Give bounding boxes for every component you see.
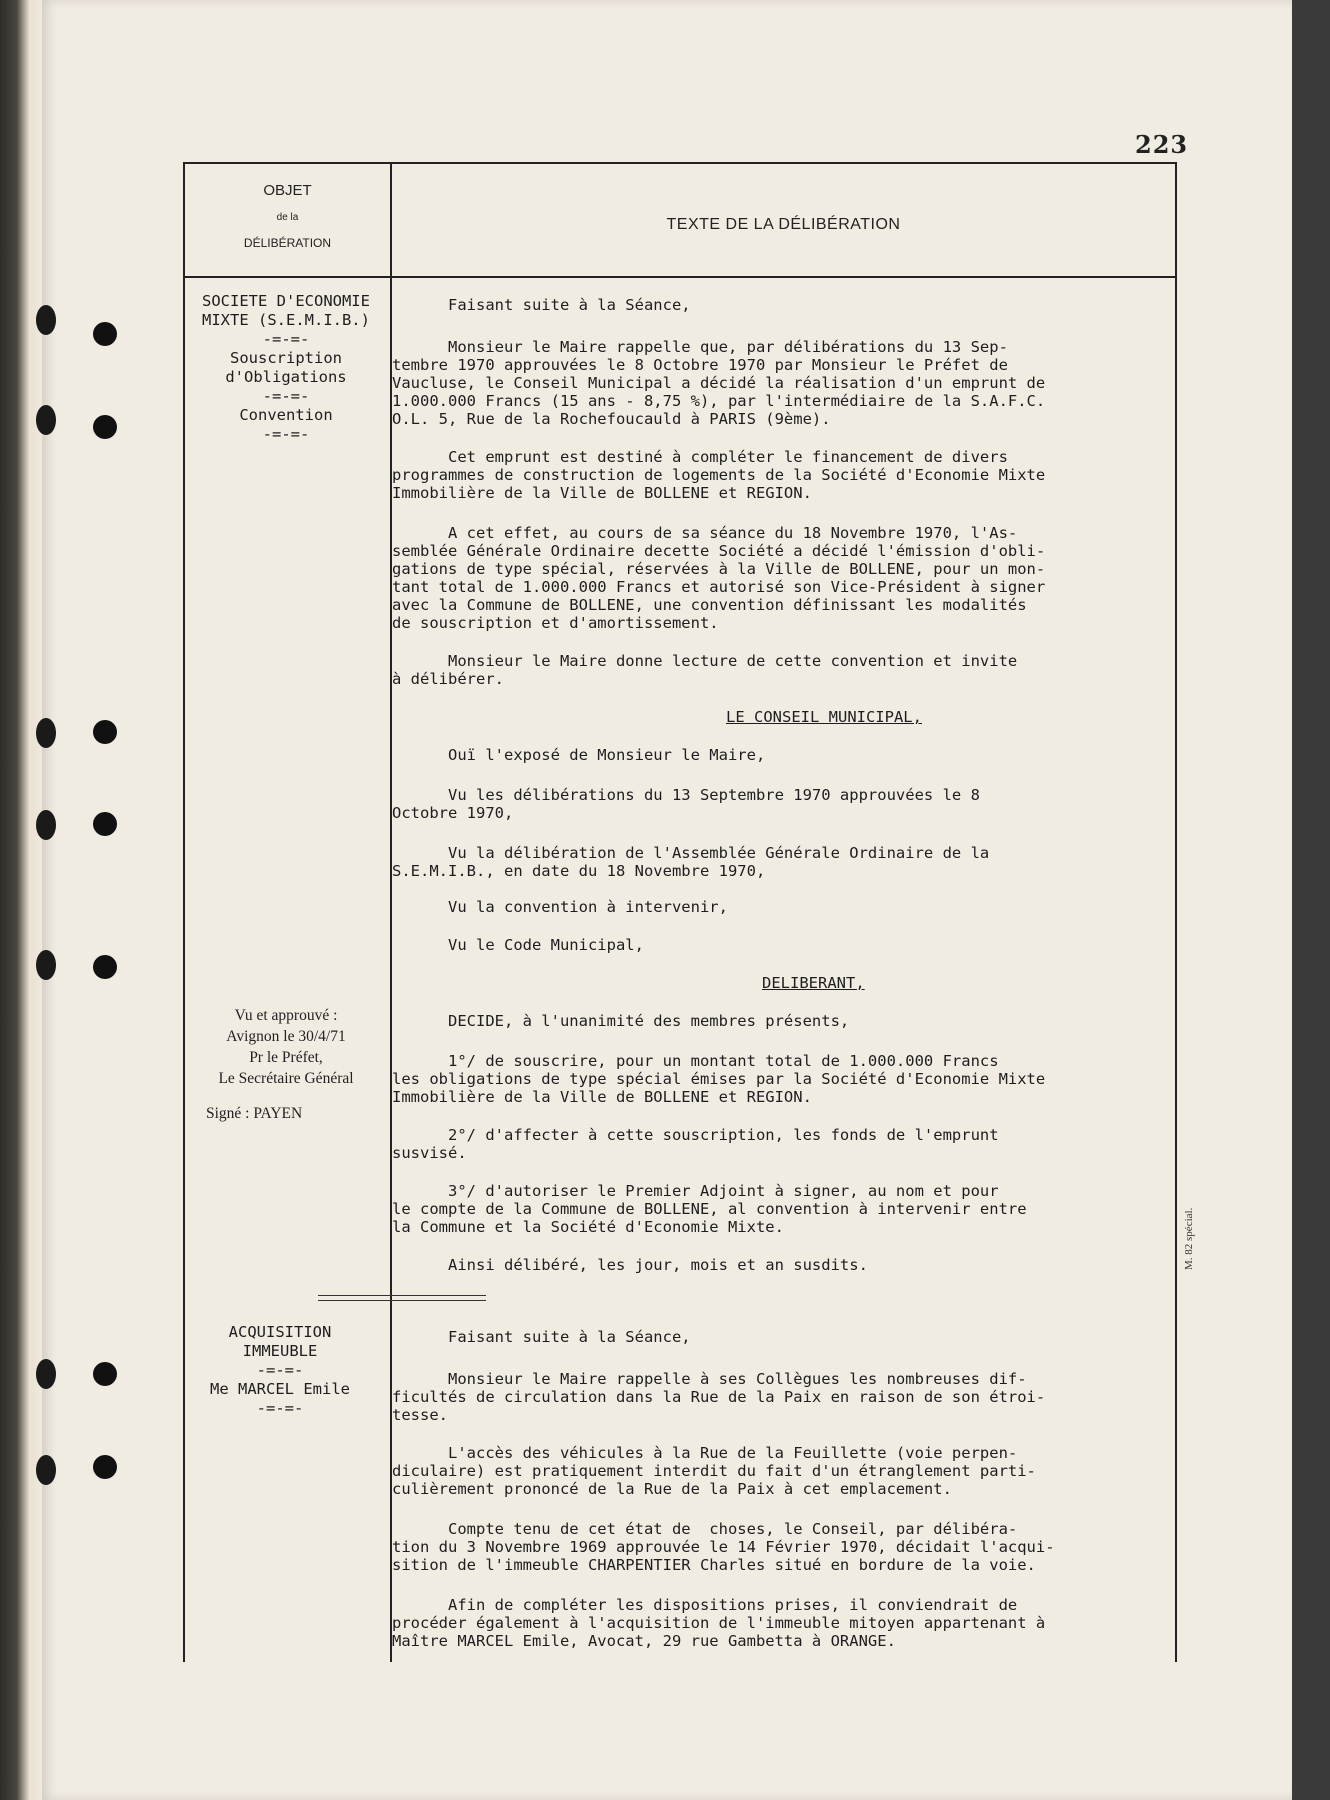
- binder-ring: [36, 718, 56, 748]
- body-line: de souscription et d'amortissement.: [392, 614, 719, 632]
- margin-line: SOCIETE D'ECONOMIE: [202, 292, 370, 310]
- body-line: Monsieur le Maire rappelle à ses Collègues les nombreuses dif-: [392, 1370, 1027, 1388]
- margin-subject-2: [180, 1323, 380, 1418]
- body-line: 1°/ de souscrire, pour un montant total de 1.000.000 Francs: [392, 1052, 999, 1070]
- body-line: ficultés de circulation dans la Rue de la Paix en raison de son étroi-: [392, 1388, 1046, 1406]
- approval-line: Le Secrétaire Général: [218, 1070, 354, 1087]
- body-line: programmes de construction de logements de la Société d'Economie Mixte: [392, 466, 1046, 484]
- body-line: 3°/ d'autoriser le Premier Adjoint à signer, au nom et pour: [392, 1182, 999, 1200]
- body-line: Vaucluse, le Conseil Municipal a décidé la réalisation d'un emprunt de: [392, 374, 1046, 392]
- body-line: Immobilière de la Ville de BOLLENE et REGION.: [392, 484, 812, 502]
- body-line: Octobre 1970,: [392, 804, 514, 822]
- section-divider: [318, 1295, 486, 1301]
- body-line: Compte tenu de cet état de choses, le Conseil, par délibéra-: [392, 1520, 1018, 1538]
- body-line: Vu les délibérations du 13 Septembre 1970 approuvées le 8: [392, 786, 980, 804]
- body-line: O.L. 5, Rue de la Rochefoucauld à PARIS (9ème).: [392, 410, 831, 428]
- margin-separator: -=-=-: [262, 425, 310, 443]
- body-line: Faisant suite à la Séance,: [392, 296, 691, 314]
- header-texte: TEXTE DE LA DÉLIBÉRATION: [666, 216, 901, 233]
- margin-separator: -=-=-: [262, 387, 310, 405]
- binder-ring: [36, 810, 56, 840]
- body-line: tant total de 1.000.000 Francs et autorisé son Vice-Président à signer: [392, 578, 1046, 596]
- binder-ring: [36, 1359, 56, 1389]
- page-number: 223: [1135, 130, 1189, 159]
- header-objet: [185, 164, 390, 276]
- body-line: tesse.: [392, 1406, 448, 1424]
- body-line: les obligations de type spécial émises par la Société d'Economie Mixte: [392, 1070, 1046, 1088]
- margin-line: ACQUISITION: [228, 1323, 332, 1341]
- body-line: Monsieur le Maire rappelle que, par délibérations du 13 Sep-: [392, 338, 1008, 356]
- margin-line: d'Obligations: [225, 368, 347, 386]
- heading-deliberant: DELIBERANT,: [762, 974, 865, 992]
- binding-edge: [0, 0, 42, 1800]
- approval-note: [186, 1005, 386, 1124]
- body-line: la Commune et la Société d'Economie Mixte.: [392, 1218, 784, 1236]
- heading-conseil: LE CONSEIL MUNICIPAL,: [726, 708, 922, 726]
- margin-line: IMMEUBLE: [242, 1342, 318, 1360]
- margin-line: Souscription: [230, 349, 342, 367]
- body-line: culièrement prononcé de la Rue de la Paix à cet emplacement.: [392, 1480, 952, 1498]
- punch-hole: [93, 415, 117, 439]
- margin-separator: -=-=-: [256, 1361, 304, 1379]
- punch-hole: [93, 322, 117, 346]
- approval-signature: Signé : PAYEN: [206, 1105, 303, 1122]
- punch-hole: [93, 812, 117, 836]
- body-line: Maître MARCEL Emile, Avocat, 29 rue Gambetta à ORANGE.: [392, 1632, 896, 1650]
- body-line: Vu la convention à intervenir,: [392, 898, 728, 916]
- margin-line: Convention: [239, 406, 333, 424]
- body-line: le compte de la Commune de BOLLENE, al convention à intervenir entre: [392, 1200, 1027, 1218]
- body-line: susvisé.: [392, 1144, 467, 1162]
- body-line: gations de type spécial, réservées à la Ville de BOLLENE, pour un mon-: [392, 560, 1046, 578]
- body-line: diculaire) est pratiquement interdit du fait d'un étranglement parti-: [392, 1462, 1036, 1480]
- body-line: tion du 3 Novembre 1969 approuvée le 14 Février 1970, décidait l'acqui-: [392, 1538, 1055, 1556]
- body-line: L'accès des véhicules à la Rue de la Feuillette (voie perpen-: [392, 1444, 1018, 1462]
- printer-mark: M. 82 spécial.: [1183, 1207, 1195, 1270]
- body-line: 2°/ d'affecter à cette souscription, les fonds de l'emprunt: [392, 1126, 999, 1144]
- body-line: Vu la délibération de l'Assemblée Générale Ordinaire de la: [392, 844, 990, 862]
- approval-line: Pr le Préfet,: [249, 1049, 323, 1066]
- body-line: Monsieur le Maire donne lecture de cette convention et invite: [392, 652, 1018, 670]
- body-line: semblée Générale Ordinaire decette Société a décidé l'émission d'obli-: [392, 542, 1046, 560]
- binder-ring: [36, 1455, 56, 1485]
- punch-hole: [93, 1362, 117, 1386]
- body-line: avec la Commune de BOLLENE, une convention définissant les modalités: [392, 596, 1027, 614]
- margin-line: MIXTE (S.E.M.I.B.): [202, 311, 370, 329]
- approval-line: Avignon le 30/4/71: [226, 1028, 346, 1045]
- body-line: Vu le Code Municipal,: [392, 936, 644, 954]
- margin-separator: -=-=-: [262, 330, 310, 348]
- body-line: Afin de compléter les dispositions prises, il conviendrait de: [392, 1596, 1018, 1614]
- body-line: procéder également à l'acquisition de l'immeuble mitoyen appartenant à: [392, 1614, 1046, 1632]
- body-line: Immobilière de la Ville de BOLLENE et REGION.: [392, 1088, 812, 1106]
- body-line: DECIDE, à l'unanimité des membres présents,: [392, 1012, 850, 1030]
- header-divider: [185, 276, 1175, 278]
- margin-line: Me MARCEL Emile: [210, 1380, 350, 1398]
- margin-subject-1: [186, 292, 386, 444]
- body-line: A cet effet, au cours de sa séance du 18 Novembre 1970, l'As-: [392, 524, 1018, 542]
- binder-ring: [36, 950, 56, 980]
- margin-separator: -=-=-: [256, 1399, 304, 1417]
- header-objet-line1: OBJET: [263, 182, 312, 199]
- body-line: Ainsi délibéré, les jour, mois et an susdits.: [392, 1256, 868, 1274]
- body-line: 1.000.000 Francs (15 ans - 8,75 %), par l'intermédiaire de la S.A.F.C.: [392, 392, 1046, 410]
- header-objet-line3: DÉLIBÉRATION: [243, 236, 332, 250]
- body-line: Faisant suite à la Séance,: [392, 1328, 691, 1346]
- header-objet-line2: de la: [276, 212, 299, 223]
- binder-ring: [36, 405, 56, 435]
- body-line: Ouï l'exposé de Monsieur le Maire,: [392, 746, 766, 764]
- punch-hole: [93, 955, 117, 979]
- body-line: tembre 1970 approuvées le 8 Octobre 1970 par Monsieur le Préfet de: [392, 356, 1008, 374]
- body-line: sition de l'immeuble CHARPENTIER Charles situé en bordure de la voie.: [392, 1556, 1036, 1574]
- body-line: à délibérer.: [392, 670, 504, 688]
- punch-hole: [93, 1455, 117, 1479]
- binder-ring: [36, 305, 56, 335]
- body-line: Cet emprunt est destiné à compléter le financement de divers: [392, 448, 1008, 466]
- body-line: S.E.M.I.B., en date du 18 Novembre 1970,: [392, 862, 766, 880]
- approval-line: Vu et approuvé :: [234, 1007, 338, 1024]
- punch-hole: [93, 720, 117, 744]
